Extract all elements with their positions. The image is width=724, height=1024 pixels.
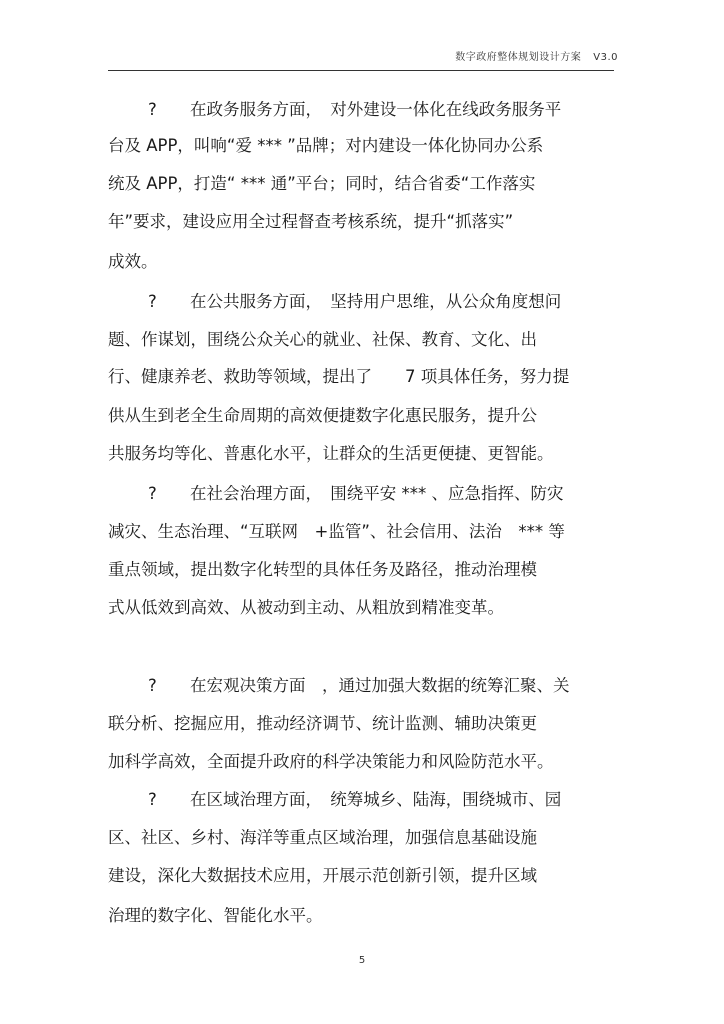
section-1-line-2: 台及 APP，叫响“爱 *** ”品牌；对内建设一体化协同办公系 (108, 136, 544, 155)
section-1-line-5: 成效。 (108, 252, 158, 271)
document-title: 数字政府整体规划设计方案 (455, 52, 582, 63)
section-1-line-3: 统及 APP，打造“ *** 通”平台；同时，结合省委“工作落实 (108, 174, 536, 193)
section-5-line-2: 区、社区、乡村、海洋等重点区域治理，加强信息基础设施 (108, 828, 537, 847)
section-3-line-2: 减灾、生态治理、“互联网 +监管”、社会信用、法治 *** 等 (108, 522, 565, 541)
section-1-line-4: 年”要求，建设应用全过程督查考核系统，提升“抓落实” (108, 212, 514, 231)
page-header (455, 48, 618, 63)
bullet-5: ? (148, 790, 157, 809)
section-1-line-1: ? 在政务服务方面， 对外建设一体化在线政务服务平 (148, 100, 562, 119)
header-rule (108, 70, 614, 71)
section-3-line-3: 重点领域，提出数字化转型的具体任务及路径，推动治理模 (108, 560, 537, 579)
section-5-line-4: 治理的数字化、智能化水平。 (108, 906, 323, 925)
section-5-line-3: 建设，深化大数据技术应用，开展示范创新引领，提升区域 (108, 866, 537, 885)
section-2-line-4: 供从生到老全生命周期的高效便捷数字化惠民服务，提升公 (108, 406, 537, 425)
page-number: 5 (358, 955, 366, 966)
section-5-line-1: ? 在区域治理方面， 统筹城乡、陆海，围绕城市、园 (148, 790, 562, 809)
section-4-line-3: 加科学高效，全面提升政府的科学决策能力和风险防范水平。 (108, 752, 554, 771)
bullet-3: ? (148, 484, 157, 503)
section-2-line-2: 题、作谋划，围绕公众关心的就业、社保、教育、文化、出 (108, 330, 537, 349)
bullet-2: ? (148, 292, 157, 311)
document-version: V3.0 (593, 52, 618, 63)
bullet-4: ? (148, 676, 157, 695)
section-2-line-5: 共服务均等化、普惠化水平，让群众的生活更便捷、更智能。 (108, 444, 554, 463)
section-3-line-1: ? 在社会治理方面， 围绕平安 *** 、应急指挥、防灾 (148, 484, 564, 503)
section-2-line-3: 行、健康养老、救助等领域，提出了 7 项具体任务，努力提 (108, 367, 570, 386)
section-4-line-2: 联分析、挖掘应用，推动经济调节、统计监测、辅助决策更 (108, 714, 537, 733)
section-4-line-1: ? 在宏观决策方面 ，通过加强大数据的统筹汇聚、关 (148, 676, 570, 695)
bullet-1: ? (148, 100, 157, 119)
section-3-line-4: 式从低效到高效、从被动到主动、从粗放到精准变革。 (108, 598, 504, 617)
section-2-line-1: ? 在公共服务方面， 坚持用户思维，从公众角度想问 (148, 292, 562, 311)
